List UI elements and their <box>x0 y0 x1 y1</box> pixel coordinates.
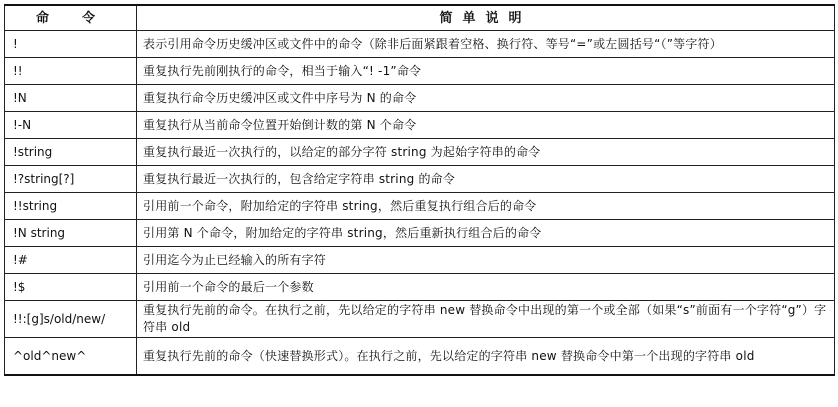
table-row <box>5 193 835 220</box>
description-cell: 表示引用命令历史缓冲区或文件中的命令（除非后面紧跟着空格、换行符、等号“=”或左圆括号“（”等字符） <box>137 31 835 58</box>
header-description: 简单说明 <box>137 5 835 31</box>
table-row <box>5 220 835 247</box>
description-cell: 重复执行先前的命令（快速替换形式）。在执行之前，先以给定的字符串 new 替换命令中第一个出现的字符串 old <box>137 338 835 376</box>
table-row <box>5 112 835 139</box>
command-table-container <box>4 4 834 376</box>
description-cell: 引用第 N 个命令，附加给定的字符串 string，然后重新执行组合后的命令 <box>137 220 835 247</box>
description-cell: 重复执行先前刚执行的命令，相当于输入“! -1”命令 <box>137 58 835 85</box>
command-cell: !!string <box>5 193 137 220</box>
command-cell: !# <box>5 247 137 274</box>
description-cell: 重复执行最近一次执行的，包含给定字符串 string 的命令 <box>137 166 835 193</box>
description-cell: 重复执行从当前命令位置开始倒计数的第 N 个命令 <box>137 112 835 139</box>
command-cell: !?string[?] <box>5 166 137 193</box>
command-cell: !! <box>5 58 137 85</box>
description-cell: 重复执行最近一次执行的，以给定的部分字符 string 为起始字符串的命令 <box>137 139 835 166</box>
table-row <box>5 58 835 85</box>
table-row <box>5 31 835 58</box>
table-row <box>5 166 835 193</box>
table-row <box>5 139 835 166</box>
table-row <box>5 301 835 338</box>
command-cell: !string <box>5 139 137 166</box>
command-cell: !!:[g]s/old/new/ <box>5 301 137 338</box>
command-cell: !-N <box>5 112 137 139</box>
table-row <box>5 274 835 301</box>
command-cell: ! <box>5 31 137 58</box>
table-row <box>5 85 835 112</box>
history-command-table <box>4 4 835 376</box>
command-cell: !N string <box>5 220 137 247</box>
description-cell: 引用前一个命令的最后一个参数 <box>137 274 835 301</box>
command-cell: !N <box>5 85 137 112</box>
description-cell: 重复执行先前的命令。在执行之前，先以给定的字符串 new 替换命令中出现的第一个或全部（如果“s”前面有一个字符“g”）字符串 old <box>137 301 835 338</box>
header-command: 命 令 <box>5 5 137 31</box>
table-row <box>5 247 835 274</box>
command-cell: !$ <box>5 274 137 301</box>
command-cell: ^old^new^ <box>5 338 137 376</box>
description-cell: 重复执行命令历史缓冲区或文件中序号为 N 的命令 <box>137 85 835 112</box>
table-row <box>5 338 835 376</box>
description-cell: 引用前一个命令，附加给定的字符串 string，然后重复执行组合后的命令 <box>137 193 835 220</box>
description-cell: 引用迄今为止已经输入的所有字符 <box>137 247 835 274</box>
header-row <box>5 5 835 31</box>
